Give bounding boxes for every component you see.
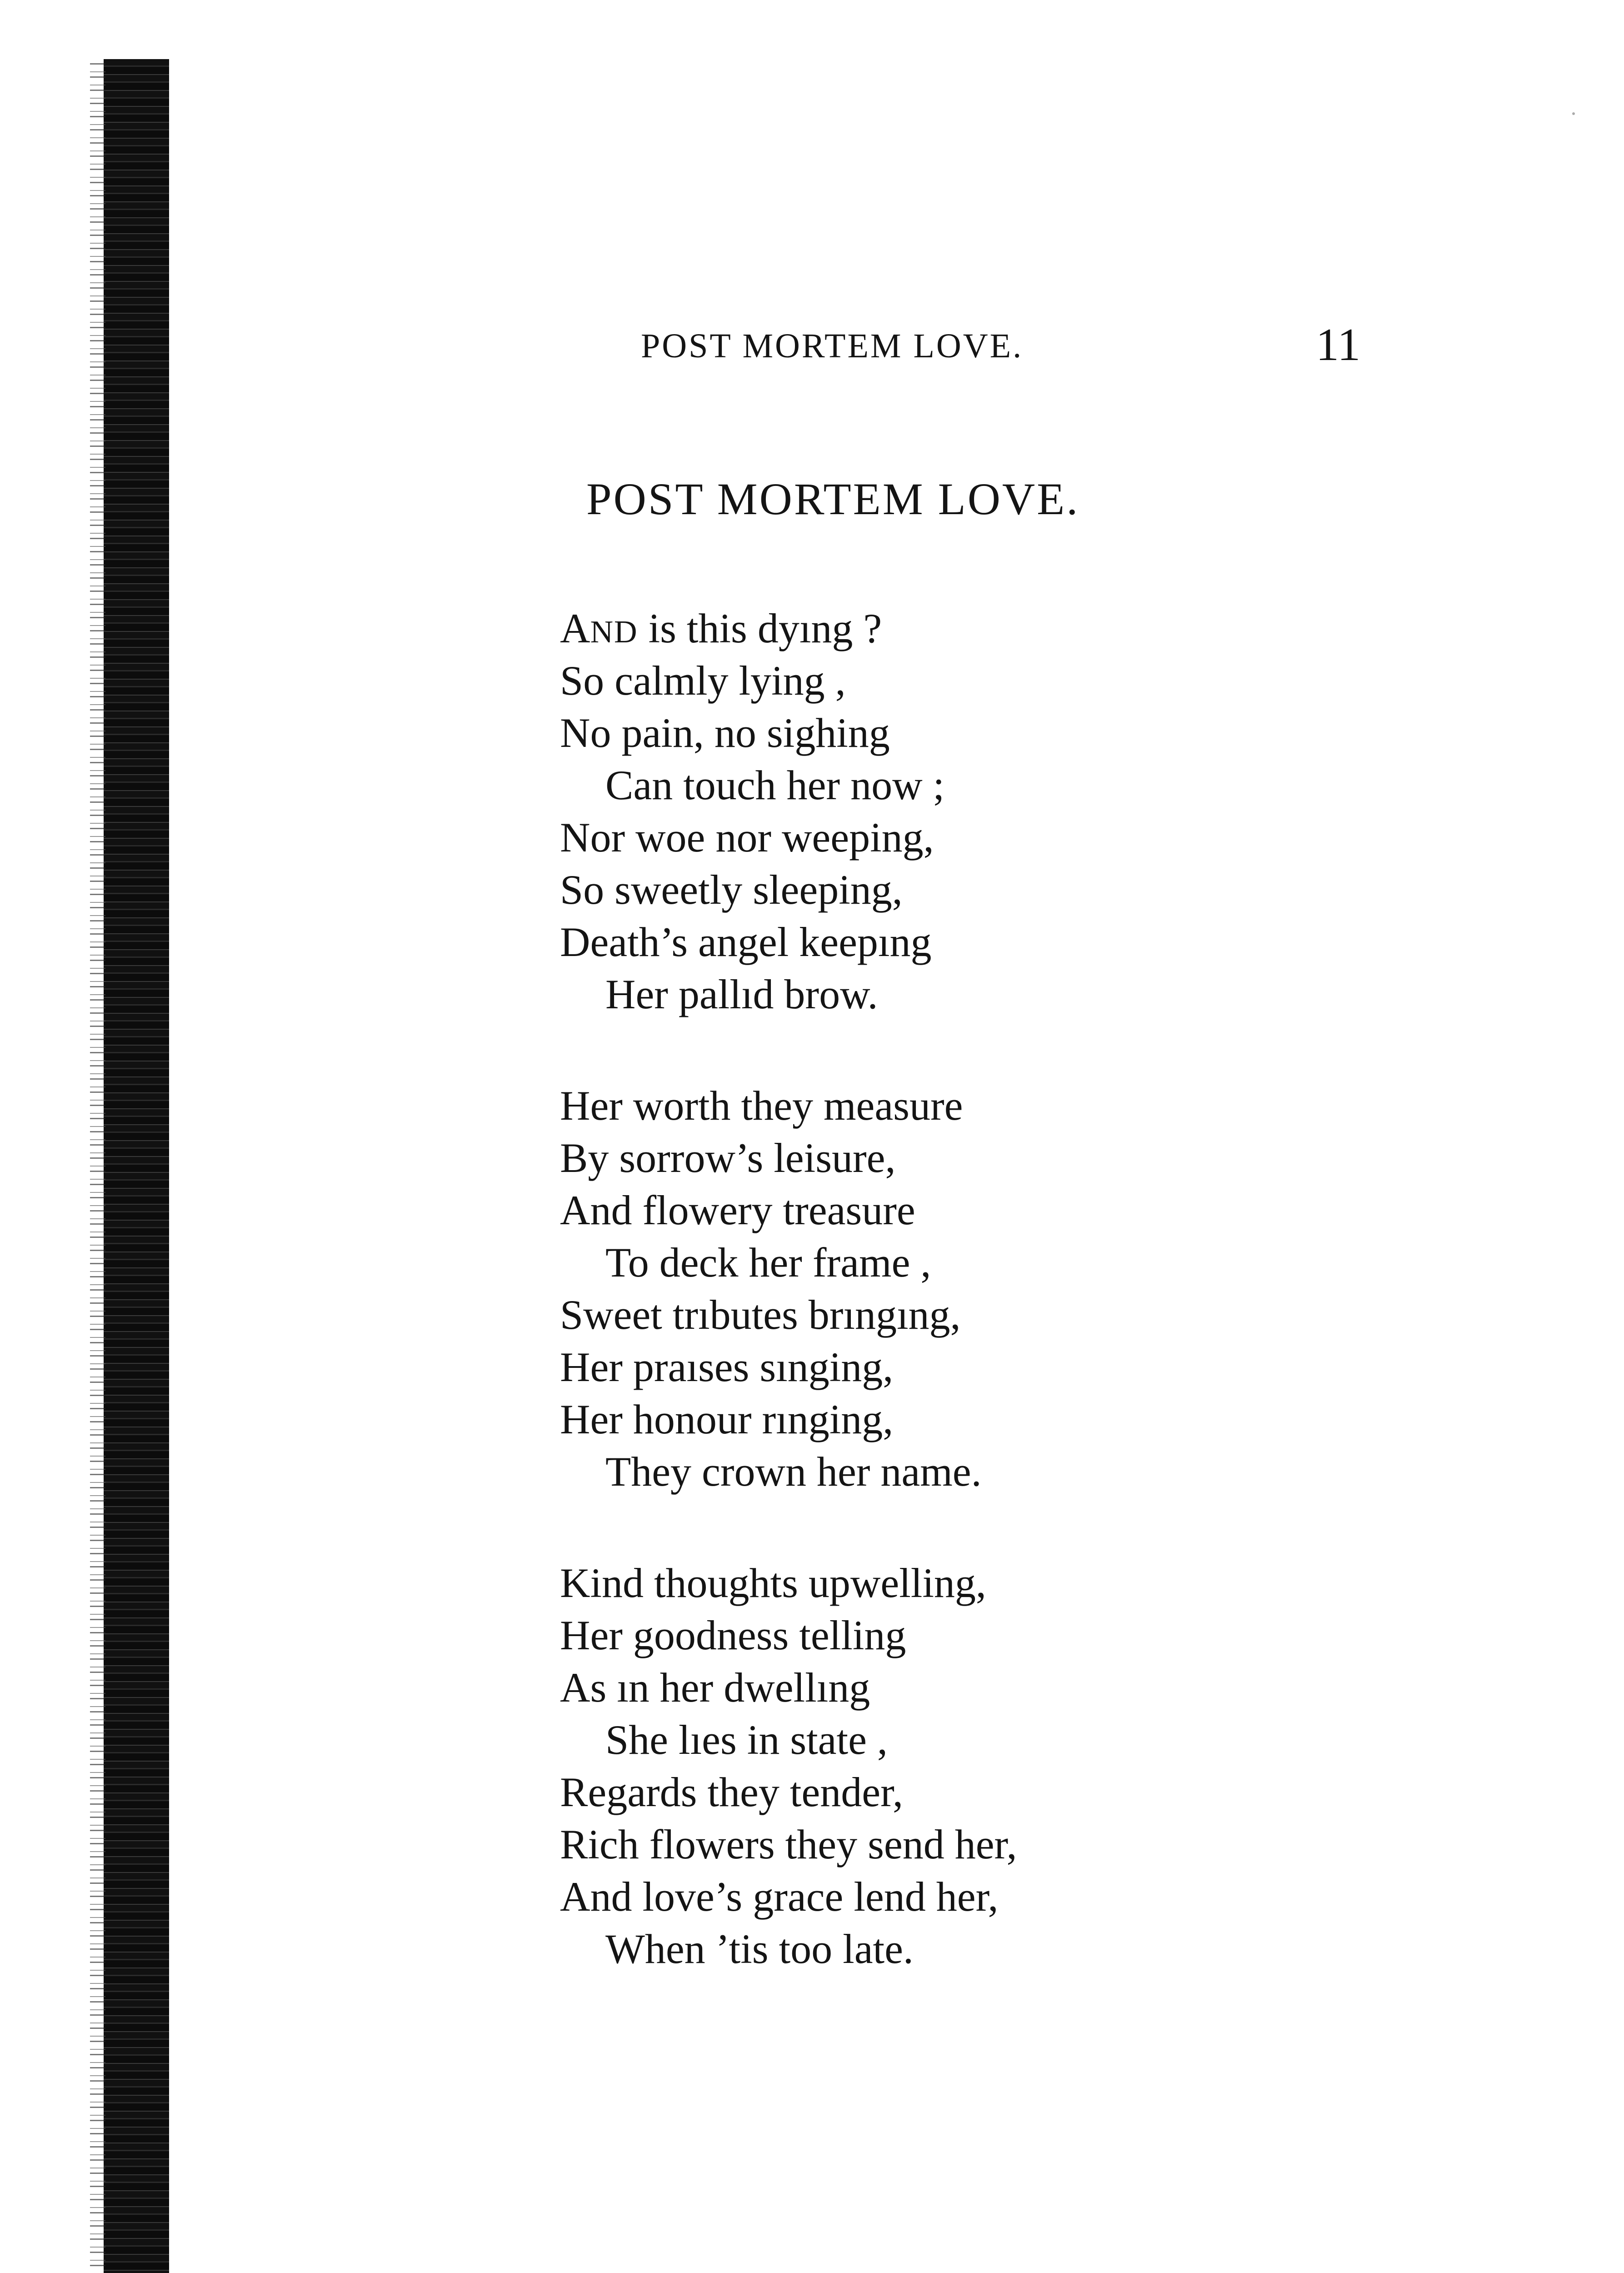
poem-line: As ın her dwellıng — [560, 1664, 870, 1711]
poem-line: Regards they tender, — [560, 1769, 904, 1815]
poem-line: They crown her name. — [605, 1448, 982, 1495]
poem-line: Sweet trıbutes brıngıng, — [560, 1292, 961, 1338]
poem-line: Her goodness telling — [560, 1612, 906, 1658]
poem-line: Death’s angel keepıng — [560, 919, 932, 965]
poem-line: And flowery treasure — [560, 1187, 915, 1233]
page-number: 11 — [1316, 319, 1361, 370]
poem-line: Kind thoughts upwelling, — [560, 1560, 986, 1606]
poem-line: Rich flowers they send her, — [560, 1821, 1017, 1867]
poem-title: POST MORTEM LOVE. — [586, 474, 1080, 524]
poem-line: Her pallıd brow. — [605, 971, 878, 1017]
poem-line: So sweetly sleeping, — [560, 866, 903, 913]
poem-line: When ’tis too late. — [605, 1926, 914, 1972]
poem-line: Can touch her now ; — [605, 762, 945, 808]
poem-line: Her honour rınging, — [560, 1396, 894, 1442]
poem-line: She lıes in state , — [605, 1717, 888, 1763]
poem-line: By sorrow’s leisure, — [560, 1135, 896, 1181]
poem-line: And love’s grace lend her, — [560, 1873, 999, 1920]
poem-line: So calmly lying , — [560, 657, 846, 704]
drop-initial: A — [560, 605, 590, 651]
poem-line: To deck her frame , — [605, 1239, 931, 1286]
small-caps-word: ND — [590, 615, 638, 650]
running-head: POST MORTEM LOVE. — [641, 327, 1024, 365]
line-rest: is this dyıng ? — [638, 605, 882, 651]
poem-line: Nor woe nor weeping, — [560, 814, 934, 861]
speck — [1572, 112, 1575, 115]
poem-line: No pain, no sighing — [560, 710, 890, 756]
poem-line: Her praıses sınging, — [560, 1344, 894, 1390]
poem-line: Her worth they measure — [560, 1082, 963, 1129]
